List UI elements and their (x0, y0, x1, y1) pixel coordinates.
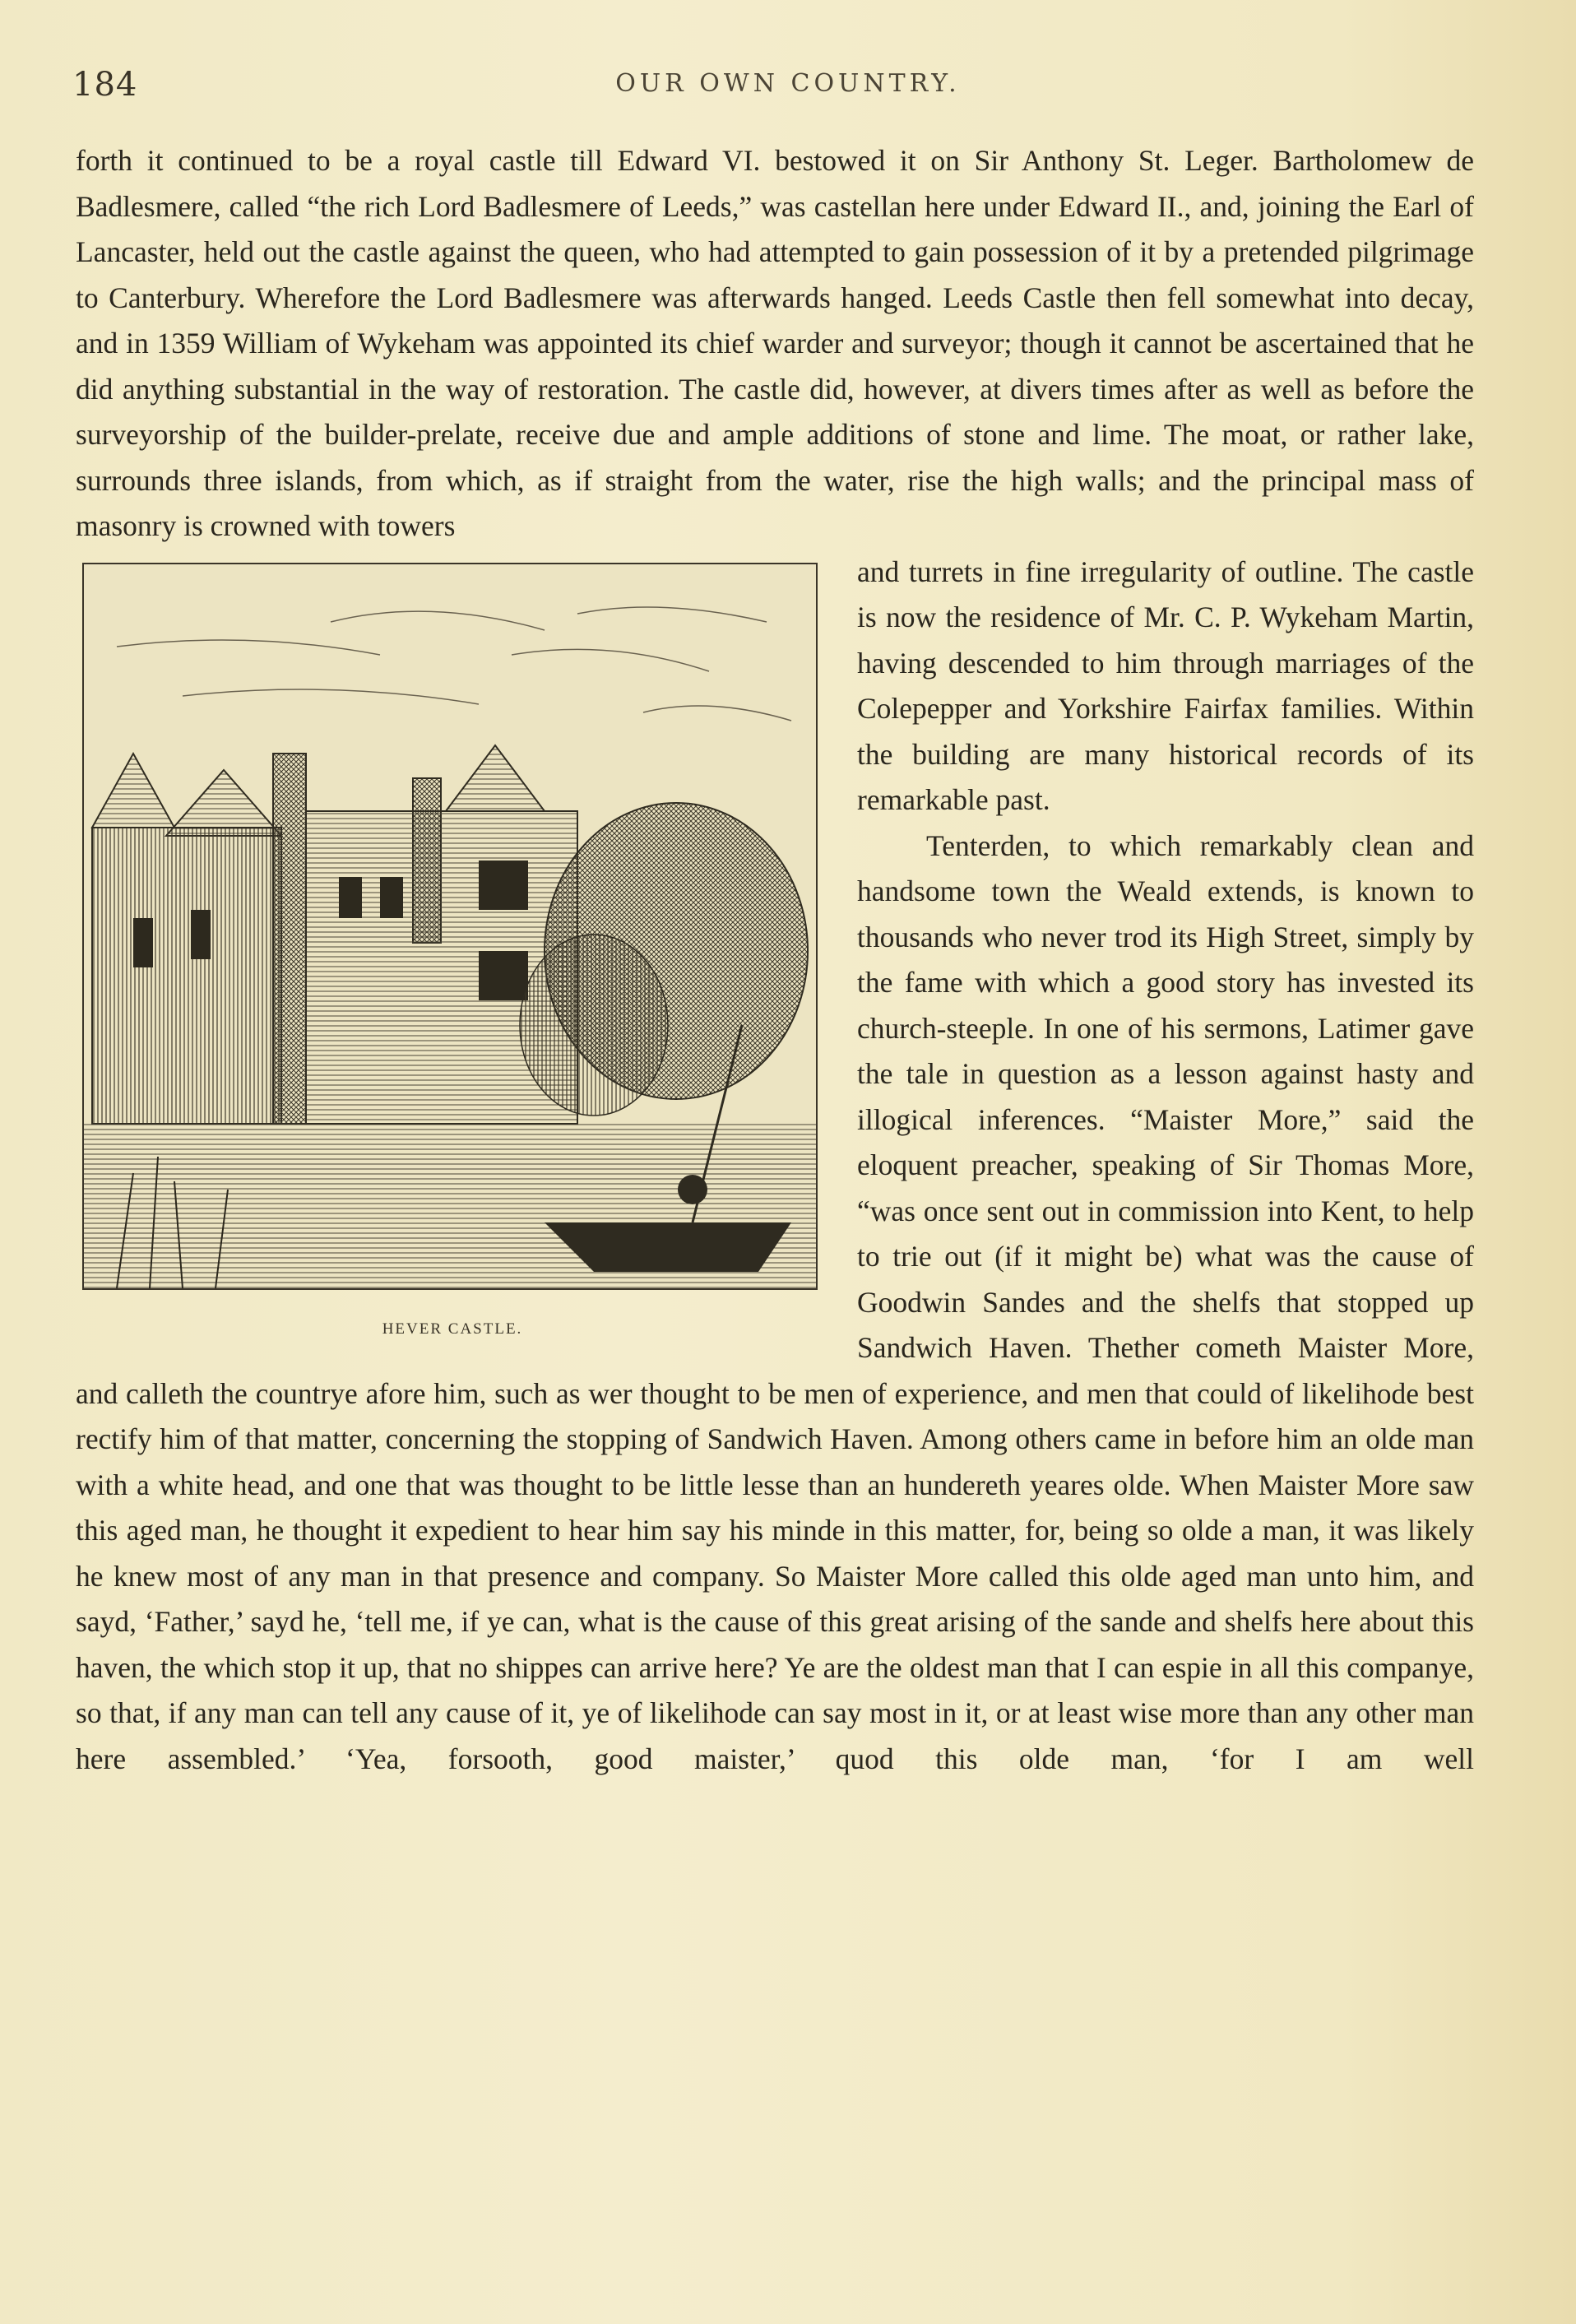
figure-caption: HEVER CASTLE. (382, 1320, 523, 1338)
paragraph-1-opening: forth it continued to be a royal castle till Edward VI. bestowed it on Sir Anthony St. Leger. Bartholomew de Badlesmere, called “the rich Lord Badlesmere of Leeds,” was castellan here under Edward II., and, joining the Earl of Lancaster, held out the castle against the queen, who had attempted to gain possession of it by a pretended pilgrimage to Canterbury. Wherefore the Lord Badlesmere was afterwards hanged. Leeds Castle then fell somewhat into decay, and in 1359 William of Wykeham was appointed its chief warder and surveyor; though it cannot be ascertained that he did anything substantial in the way of restoration. The castle did, however, at divers times after as well as before the surveyorship of the builder-prelate, receive due and ample additions of stone and lime. The moat, or rather lake, surrounds three islands, from which, as if straight from the water, rise the high walls; and the principal mass of masonry is crowned with towers (76, 144, 1474, 542)
running-title: OUR OWN COUNTRY. (615, 69, 961, 98)
paragraph-1-continued: and turrets in fine irregularity of outline. The castle is now the residence of Mr. C. P. Wykeham Martin, having descended to him through marriages of the Colepepper and Yorkshire Fairfax families. Within the building are many historical records of its remarkable past. (857, 554, 1474, 816)
castle-engraving (82, 563, 818, 1290)
page-number: 184 (72, 66, 138, 104)
article-text (76, 138, 1474, 1782)
paragraph-2: Tenterden, to which remarkably clean and handsome town the Weald extends, is known to thousands who never trod its High Street, simply by the fame with which a good story has invested its church-steeple. In one of his sermons, Latimer gave the tale in question as a lesson against hasty and illogical inferences. “Maister More,” said the eloquent preacher, speaking of Sir Thomas More, “was once sent out in commission into Kent, to help to trie out (if it might be) what was the cause of Goodwin Sandes and the shelfs that stopped up Sandwich Haven. Thether cometh Maister More, and calleth the countrye afore him, such as wer thought to be men of experience, and men that could of likelihode best rectify him of that matter, concerning the stopping of Sandwich Haven. Among others came in before him an olde man with a white head, and one that was thought to be little lesse than an hundereth yeares olde. When Maister More saw this aged man, he thought it expedient to hear him say his minde in this matter, for, being so olde a man, it was likely he knew most of any man in that presence and company. So Maister More called this olde aged man unto him, and sayd, ‘Father,’ sayd he, ‘tell me, if ye can, what is the cause of this great arising of the sande and shelfs here about this haven, the which stop it up, that no shippes can arrive here? Ye are the oldest man that I can espie in all this companye, so that, if any man can tell any cause of it, ye of likelihode can say most in it, or at least wise more than any other man here assembled.’ ‘Yea, forsooth, good maister,’ quod this olde man, ‘for I am well (76, 828, 1474, 1775)
figure (82, 563, 823, 1352)
